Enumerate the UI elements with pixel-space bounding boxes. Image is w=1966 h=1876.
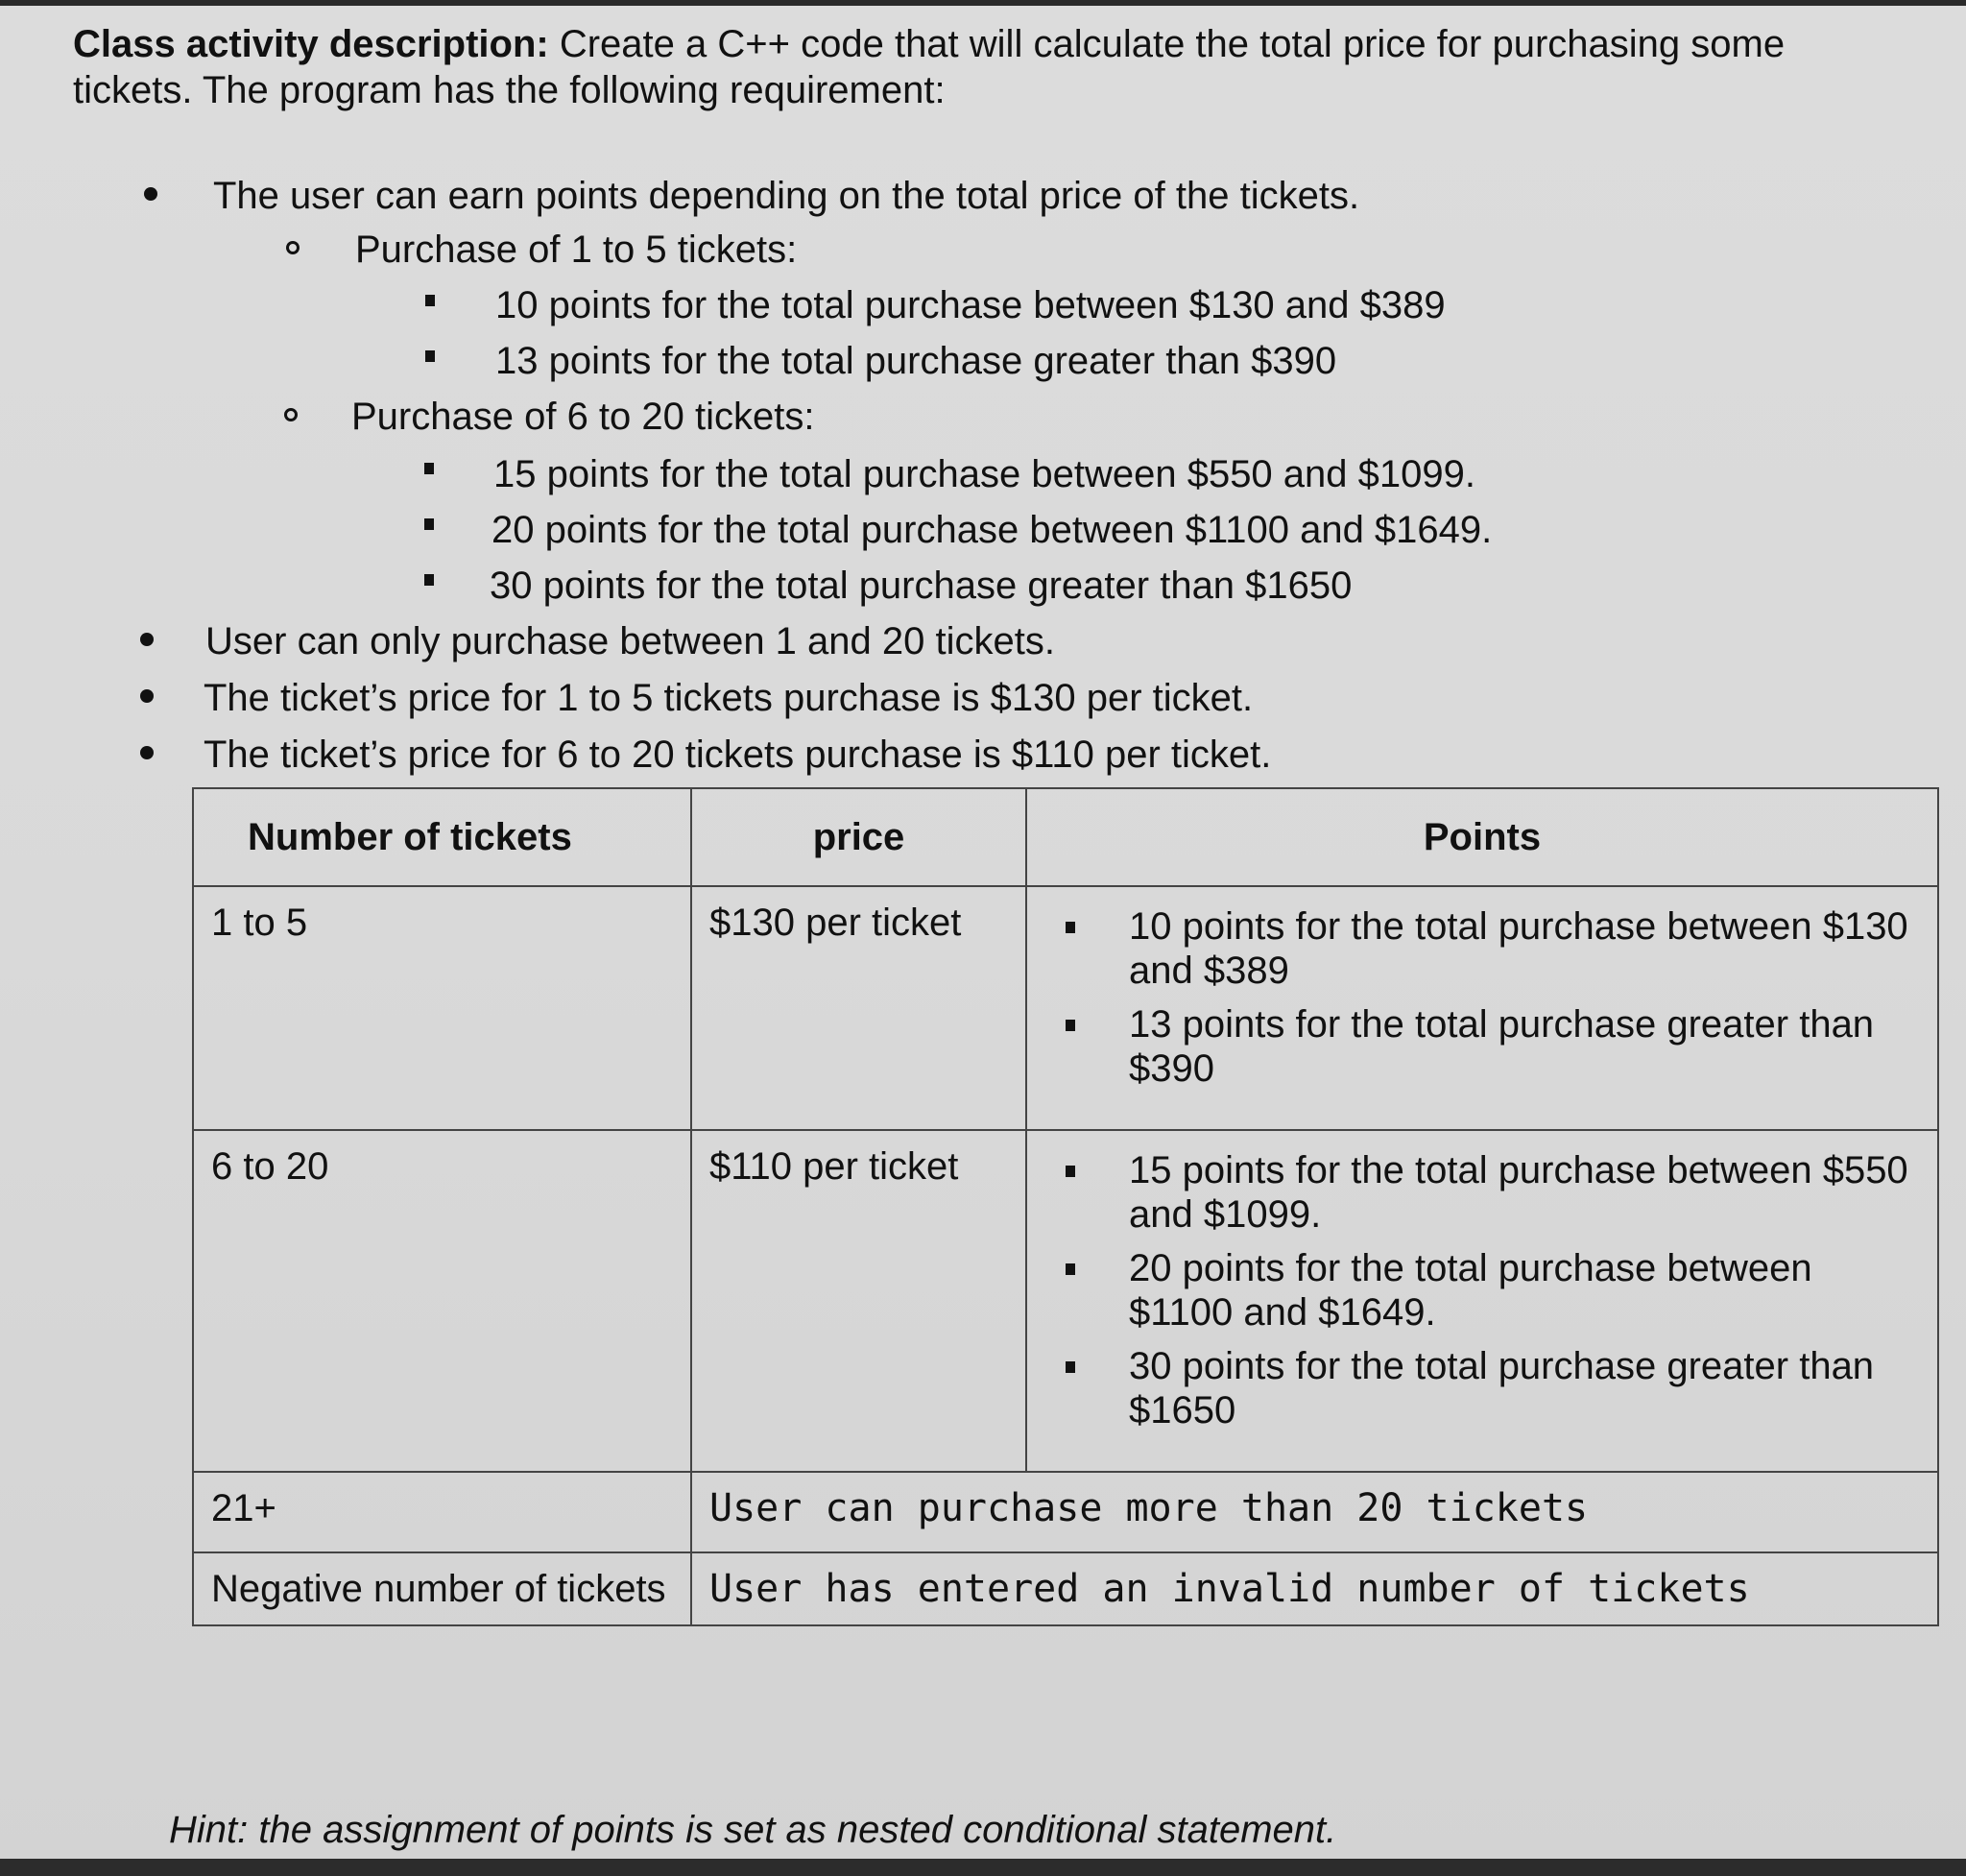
- tickets-cell: 6 to 20: [193, 1130, 691, 1472]
- header-points: Points: [1026, 788, 1938, 886]
- group2-heading: Purchase of 6 to 20 tickets:: [351, 396, 815, 438]
- bullet-dot: [140, 746, 154, 759]
- square-bullet: [1066, 1020, 1075, 1031]
- group2-item: 30 points for the total purchase greater than $1650: [490, 565, 1353, 607]
- points-item-text: 10 points for the total purchase between $130 and $389: [1129, 905, 1908, 992]
- header-number-of-tickets: Number of tickets: [193, 788, 691, 886]
- points-item-text: 20 points for the total purchase between $1100 and $1649.: [1129, 1247, 1812, 1334]
- points-item: [1044, 1148, 1920, 1237]
- table-row: [193, 1472, 1938, 1552]
- points-item: [1044, 1344, 1920, 1432]
- description-text-line1: Create a C++ code that will calculate the total price for purchasing some: [548, 23, 1786, 65]
- message-cell: User has entered an invalid number of tickets: [691, 1552, 1938, 1625]
- group2-item: 20 points for the total purchase between $1100 and $1649.: [492, 509, 1493, 551]
- bullet-dot: [140, 689, 154, 703]
- points-item-text: 15 points for the total purchase between $550 and $1099.: [1129, 1149, 1908, 1236]
- pricing-table: [192, 787, 1939, 1626]
- points-item: [1044, 1246, 1920, 1335]
- table-row: [193, 1130, 1938, 1472]
- activity-description: [73, 21, 1897, 113]
- sub-sub-bullet-square: [425, 295, 435, 306]
- points-item-text: 30 points for the total purchase greater than $1650: [1129, 1345, 1875, 1431]
- sub-sub-bullet-square: [424, 574, 434, 586]
- table-row: [193, 886, 1938, 1130]
- hint-text: Hint: the assignment of points is set as nested conditional statement.: [169, 1809, 1337, 1851]
- message-cell: User can purchase more than 20 tickets: [691, 1472, 1938, 1552]
- points-cell: [1026, 1130, 1938, 1472]
- sub-sub-bullet-square: [425, 350, 435, 362]
- sub-sub-bullet-square: [424, 463, 434, 474]
- points-item: [1044, 1002, 1920, 1091]
- square-bullet: [1066, 1361, 1075, 1373]
- description-label: Class activity description:: [73, 23, 549, 65]
- requirement-bullet: The ticket’s price for 6 to 20 tickets purchase is $110 per ticket.: [204, 734, 1272, 776]
- tickets-cell: Negative number of tickets: [193, 1552, 691, 1625]
- table-row: [193, 1552, 1938, 1625]
- square-bullet: [1066, 922, 1075, 933]
- bullet-dot: [140, 633, 154, 646]
- bottom-edge: [0, 1859, 1966, 1876]
- price-cell: $130 per ticket: [691, 886, 1026, 1130]
- price-cell: $110 per ticket: [691, 1130, 1026, 1472]
- requirement-bullet: The ticket’s price for 1 to 5 tickets purchase is $130 per ticket.: [204, 677, 1254, 719]
- points-item-text: 13 points for the total purchase greater than $390: [1129, 1003, 1875, 1090]
- requirement-bullet: User can only purchase between 1 and 20 tickets.: [205, 620, 1055, 662]
- tickets-cell: 21+: [193, 1472, 691, 1552]
- group1-item: 10 points for the total purchase between $130 and $389: [495, 284, 1446, 326]
- table-header-row: [193, 788, 1938, 886]
- group1-heading: Purchase of 1 to 5 tickets:: [355, 228, 798, 271]
- header-price: price: [691, 788, 1026, 886]
- points-cell: [1026, 886, 1938, 1130]
- bullet-dot: [144, 187, 157, 201]
- top-edge: [0, 0, 1966, 6]
- sub-bullet-circle: [284, 408, 298, 421]
- sub-sub-bullet-square: [424, 518, 434, 530]
- group2-item: 15 points for the total purchase between $550 and $1099.: [493, 453, 1475, 495]
- points-intro: The user can earn points depending on the total price of the tickets.: [213, 175, 1360, 217]
- group1-item: 13 points for the total purchase greater than $390: [495, 340, 1337, 382]
- square-bullet: [1066, 1166, 1075, 1177]
- square-bullet: [1066, 1263, 1075, 1275]
- points-item: [1044, 904, 1920, 993]
- sub-bullet-circle: [286, 241, 300, 254]
- description-text-line2: tickets. The program has the following requirement:: [73, 69, 946, 111]
- tickets-cell: 1 to 5: [193, 886, 691, 1130]
